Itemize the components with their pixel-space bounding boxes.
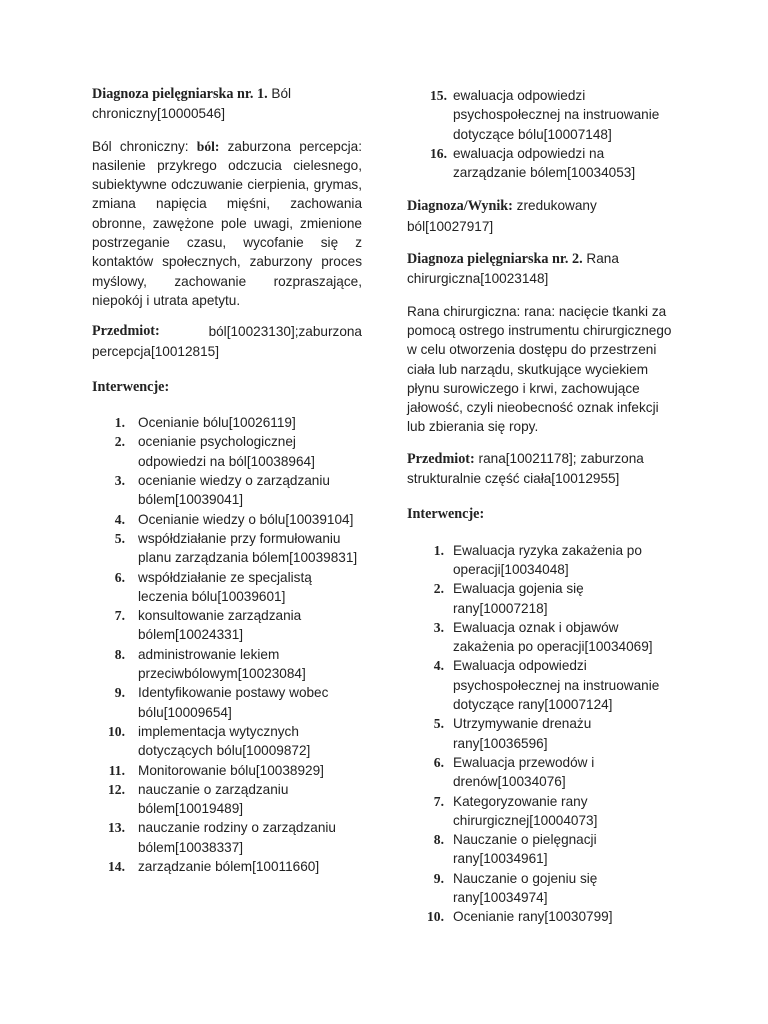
list-item-number: 8. xyxy=(433,832,444,848)
list-item xyxy=(92,510,362,529)
list-item xyxy=(92,761,362,780)
subject-2-text: rana[10021178]; zaburzona strukturalnie część ciała[10012955] xyxy=(407,450,644,487)
interventions-2-list xyxy=(407,541,677,927)
list-item xyxy=(92,780,362,819)
list-item xyxy=(407,144,677,183)
list-item xyxy=(407,869,677,908)
list-item xyxy=(92,722,362,761)
list-item-text: Nauczanie o pielęgnacji rany[10034961] xyxy=(453,832,597,867)
list-item-text: Utrzymywanie drenażu rany[10036596] xyxy=(453,716,592,751)
subject-1-text-a: ból[10023130];zaburzona xyxy=(208,324,362,340)
list-item-text: ocenianie wiedzy o zarządzaniu bólem[10039041] xyxy=(138,473,330,508)
list-item xyxy=(407,579,677,618)
list-item-text: nauczanie rodziny o zarządzaniu bólem[10038337] xyxy=(138,820,336,855)
diagnosis-1-heading xyxy=(92,84,362,125)
list-item-text: Identyfikowanie postawy wobec bólu[10009654] xyxy=(138,685,329,720)
list-item-text: Ewaluacja oznak i objawów zakażenia po operacji[10034069] xyxy=(453,619,653,655)
list-item-number: 6. xyxy=(114,569,125,585)
diagnosis-2-heading xyxy=(407,249,677,290)
list-item-number: 7. xyxy=(114,608,125,624)
interventions-1-list xyxy=(92,413,362,876)
list-item-number: 4. xyxy=(114,511,125,527)
list-item xyxy=(92,471,362,510)
list-item xyxy=(407,86,677,144)
list-item xyxy=(92,568,362,607)
left-column xyxy=(92,84,362,876)
list-item-text: Ewaluacja gojenia się rany[10007218] xyxy=(453,581,584,616)
diagnosis-1-name: Ból chroniczny[10000546] xyxy=(92,86,292,122)
list-item-number: 2. xyxy=(433,581,444,597)
list-item-number: 13. xyxy=(108,820,125,836)
list-item-number: 6. xyxy=(433,754,444,770)
list-item-text: współdziałanie przy formułowaniu planu zarządzania bólem[10039831] xyxy=(138,530,358,566)
list-item xyxy=(407,656,677,714)
list-item-number: 10. xyxy=(108,723,125,739)
interventions-2-label: Interwencje: xyxy=(407,506,485,523)
definition-1-bold: ból: xyxy=(196,138,220,154)
outcome-1-text: zredukowany ból[10027917] xyxy=(407,198,597,234)
list-item-number: 12. xyxy=(108,781,125,797)
subject-1-text-b: percepcja[10012815] xyxy=(92,343,219,359)
list-item-text: nauczanie o zarządzaniu bólem[10019489] xyxy=(138,781,289,817)
diagnosis-1-title: Diagnoza pielęgniarska nr. 1. xyxy=(92,86,268,102)
list-item-number: 3. xyxy=(114,473,125,489)
list-item-text: współdziałanie ze specjalistą leczenia bólu[10039601] xyxy=(138,569,312,604)
list-item-number: 9. xyxy=(433,870,444,886)
right-column xyxy=(407,86,677,927)
list-item-number: 8. xyxy=(114,646,125,662)
list-item-number: 3. xyxy=(433,619,444,635)
list-item-number: 7. xyxy=(433,793,444,809)
list-item-text: ewaluacja odpowiedzi psychospołecznej na instruowanie dotyczące bólu[10007148] xyxy=(453,88,660,142)
outcome-1 xyxy=(407,196,677,237)
list-item xyxy=(407,830,677,869)
list-item xyxy=(92,432,362,471)
definition-1-text: zaburzona percepcja: nasilenie przykrego odczucia cielesnego, subiektywne odczuwanie cierpienia, grymas, zmiana napięcia mięśni, zachowania obronne, zawężone pole uwagi, zmienione postrzeganie czasu, wycofanie się z kontaktów społecznych, zaburzony proces myślowy, zachowanie rozpraszające, niepokój i utrata apetytu. xyxy=(92,138,362,308)
list-item xyxy=(92,413,362,432)
definition-1-lead: Ból chroniczny: xyxy=(92,138,197,154)
list-item-number: 5. xyxy=(114,530,125,546)
list-item-number: 10. xyxy=(427,909,444,925)
list-item-text: Ocenianie rany[10030799] xyxy=(453,909,613,925)
list-item-text: Ewaluacja ryzyka zakażenia po operacji[10034048] xyxy=(453,542,642,577)
list-item-number: 11. xyxy=(108,762,125,778)
diagnosis-2-name: Rana chirurgiczna[10023148] xyxy=(407,251,619,287)
list-item-text: Ewaluacja odpowiedzi psychospołecznej na instruowanie dotyczące rany[10007124] xyxy=(453,658,660,713)
diagnosis-2-definition: Rana chirurgiczna: rana: nacięcie tkanki za pomocą ostrego instrumentu chirurgicznego w celu otworzenia dostępu do przestrzeni ciała lub narządu, skutkujące wyciekiem płynu surowiczego i krwi, zachowujące jałowość, czyli nieobecność oznak infekcji lub zbierania się ropy. xyxy=(407,303,672,435)
list-item xyxy=(407,753,677,792)
list-item xyxy=(407,792,677,831)
list-item xyxy=(407,907,677,926)
list-item-number: 4. xyxy=(433,658,444,674)
diagnosis-2-title: Diagnoza pielęgniarska nr. 2. xyxy=(407,251,583,268)
diagnosis-1-definition xyxy=(92,137,362,311)
list-item-number: 2. xyxy=(114,434,125,450)
subject-1 xyxy=(92,322,362,362)
list-item-number: 16. xyxy=(430,145,447,161)
list-item xyxy=(92,818,362,857)
list-item-text: Ocenianie wiedzy o bólu[10039104] xyxy=(138,511,354,527)
list-item-text: Ocenianie bólu[10026119] xyxy=(138,415,296,431)
list-item-number: 1. xyxy=(114,415,125,431)
list-item-text: Ewaluacja przewodów i drenów[10034076] xyxy=(453,754,595,790)
list-item-number: 9. xyxy=(114,685,125,701)
list-item xyxy=(92,683,362,722)
subject-2 xyxy=(407,449,677,490)
list-item-text: administrowanie lekiem przeciwbólowym[10023084] xyxy=(138,646,306,682)
list-item-text: implementacja wytycznych dotyczących bólu[10009872] xyxy=(138,723,311,759)
list-item-text: Monitorowanie bólu[10038929] xyxy=(138,762,324,778)
list-item-text: ocenianie psychologicznej odpowiedzi na ból[10038964] xyxy=(138,434,315,469)
list-item-text: ewaluacja odpowiedzi na zarządzanie bólem[10034053] xyxy=(453,145,636,181)
list-item xyxy=(92,606,362,645)
outcome-1-label: Diagnoza/Wynik: xyxy=(407,198,513,215)
list-item xyxy=(407,714,677,753)
subject-1-label: Przedmiot: xyxy=(92,323,160,340)
list-item-text: zarządzanie bólem[10011660] xyxy=(138,858,320,874)
list-item-number: 1. xyxy=(433,542,444,558)
list-item xyxy=(407,541,677,580)
list-item xyxy=(407,618,677,657)
list-item xyxy=(92,645,362,684)
list-item-number: 14. xyxy=(108,858,125,874)
list-item-text: Kategoryzowanie rany chirurgicznej[10004073] xyxy=(453,793,598,828)
list-item-number: 15. xyxy=(430,88,447,103)
subject-2-label: Przedmiot: xyxy=(407,450,475,467)
list-item-text: konsultowanie zarządzania bólem[10024331] xyxy=(138,608,302,643)
list-item-number: 5. xyxy=(433,716,444,732)
interventions-1-label: Interwencje: xyxy=(92,378,170,395)
list-item xyxy=(92,857,362,876)
list-item xyxy=(92,529,362,568)
list-item-text: Nauczanie o gojeniu się rany[10034974] xyxy=(453,870,598,905)
interventions-1-continued-list xyxy=(407,86,677,182)
